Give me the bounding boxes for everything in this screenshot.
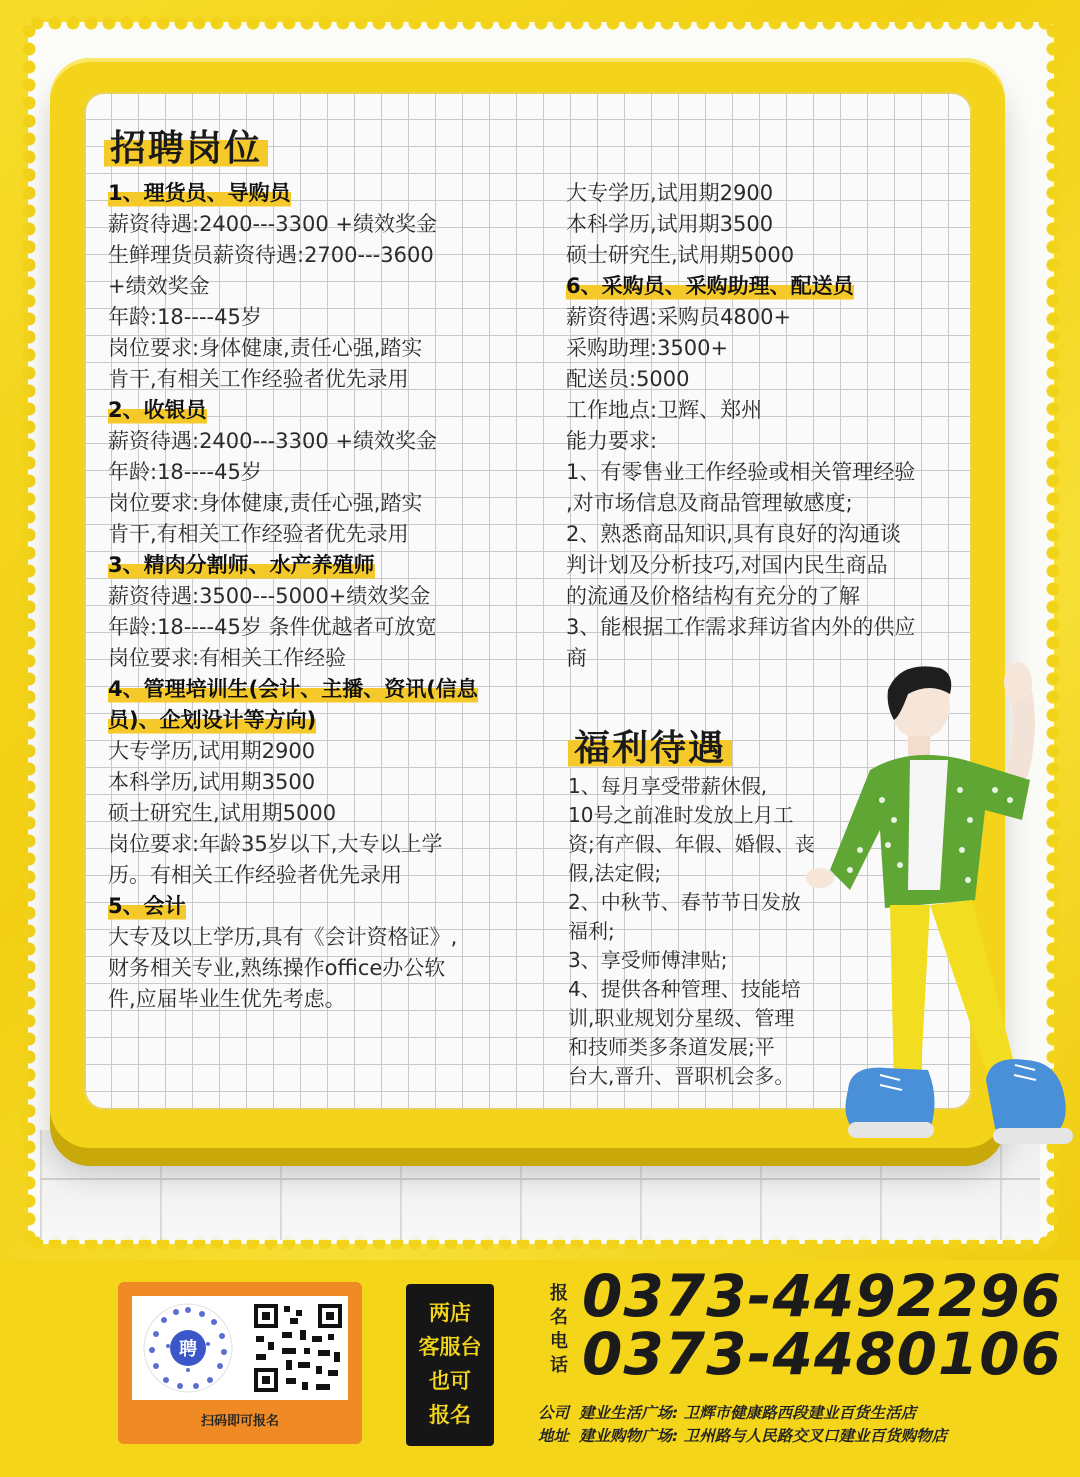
line-text: 判计划及分析技巧,对国内民生商品 [566,553,888,577]
line-text: 1、有零售业工作经验或相关管理经验 [566,460,916,484]
line-text: 商 [566,646,587,670]
qr-badge: 聘 [179,1339,197,1360]
benefit-line: 2、中秋节、春节节日发放 [568,890,801,914]
stamp-edge [22,22,36,1244]
left-col-heading [108,550,508,581]
right-col-line [566,426,956,457]
left-col-line [108,643,508,674]
line-text: 年龄:18----45岁 条件优越者可放宽 [108,615,437,639]
benefit-line: 假,法定假; [568,861,662,885]
address-label: 公司 [538,1404,570,1422]
address-text: 建业生活广场: 卫辉市健康路西段建业百货生活店 [579,1404,917,1422]
left-col-line [108,426,508,457]
line-text: 年龄:18----45岁 [108,460,262,484]
address-text: 建业购物广场: 卫州路与人民路交叉口建业百货购物店 [579,1427,948,1445]
counter-text-line: 也可 [429,1369,471,1393]
left-col-line [108,271,508,302]
right-col-line [566,395,956,426]
phone-label-char: 名 [550,1307,568,1328]
right-column [566,178,956,674]
line-text: +绩效奖金 [108,274,210,298]
phone-number-1[interactable]: 0373-4492296 [582,1262,1062,1330]
right-col-line [566,364,956,395]
benefits-list [568,772,828,1091]
benefit-line: 台大,晋升、晋职机会多。 [568,1064,795,1088]
line-text: 本科学历,试用期3500 [566,212,774,236]
qr-caption: 扫码即可报名 [200,1414,279,1429]
benefit-line: 资;有产假、年假、婚假、丧 [568,832,815,856]
line-text: 肯干,有相关工作经验者优先录用 [108,367,409,391]
left-col-line [108,302,508,333]
left-col-heading [108,178,508,209]
line-text: 薪资待遇:采购员4800+ [566,305,792,329]
right-col-heading [566,271,956,302]
line-text: 能力要求: [566,429,658,453]
counter-text-line: 报名 [429,1403,471,1427]
line-text: 岗位要求:有相关工作经验 [108,646,347,670]
right-col-line [566,550,956,581]
left-col-line [108,767,508,798]
line-text: 薪资待遇:2400---3300 +绩效奖金 [108,212,437,236]
left-col-heading [108,891,508,922]
line-text: 年龄:18----45岁 [108,305,262,329]
benefit-line: 训,职业规划分星级、管理 [568,1006,795,1030]
address-line-1 [538,1401,916,1423]
left-column [108,178,508,1015]
phone-label-char: 报 [550,1283,568,1304]
line-text: 工作地点:卫辉、郑州 [566,398,763,422]
right-col-line [566,519,956,550]
qr-codes[interactable] [132,1296,348,1400]
line-text: 2、熟悉商品知识,具有良好的沟通谈 [566,522,902,546]
benefit-line: 福利; [568,919,615,943]
job-heading-text: 2、收银员 [108,395,207,426]
phone-label-char: 电 [550,1331,568,1352]
left-col-heading [108,705,508,736]
left-col-line [108,798,508,829]
line-text: 薪资待遇:2400---3300 +绩效奖金 [108,429,437,453]
left-col-line [108,364,508,395]
line-text: 配送员:5000 [566,367,690,391]
recruit-title: 招聘岗位 [104,118,268,173]
address-label: 地址 [538,1427,570,1445]
benefits-title: 福利待遇 [568,718,732,773]
character-illustration [790,660,1080,1220]
phone-label-char: 话 [550,1355,568,1376]
left-col-line [108,860,508,891]
line-text: 大专学历,试用期2900 [108,739,316,763]
left-col-line [108,333,508,364]
benefit-line: 3、享受师傅津贴; [568,948,728,972]
counter-notice [406,1284,494,1446]
line-text: 件,应届毕业生优先考虑。 [108,987,346,1011]
line-text: 岗位要求:身体健康,责任心强,踏实 [108,491,423,515]
right-col-line [566,488,956,519]
benefit-line: 和技师类多条道发展;平 [568,1035,775,1059]
line-text: ,对市场信息及商品管理敏感度; [566,491,853,515]
job-heading-text: 6、采购员、采购助理、配送员 [566,271,854,302]
right-col-line [566,240,956,271]
left-col-line [108,488,508,519]
left-col-line [108,829,508,860]
address-line-2 [538,1424,947,1446]
benefit-line: 10号之前准时发放上月工 [568,803,794,827]
line-text: 薪资待遇:3500---5000+绩效奖金 [108,584,431,608]
right-col-line [566,178,956,209]
left-col-line [108,519,508,550]
right-col-line [566,302,956,333]
job-heading-text: 1、理货员、导购员 [108,178,291,209]
right-col-line [566,209,956,240]
line-text: 采购助理:3500+ [566,336,729,360]
right-col-line [566,457,956,488]
phone-label [546,1282,572,1378]
line-text: 硕士研究生,试用期5000 [108,801,337,825]
counter-text-line: 两店 [429,1301,471,1325]
line-text: 大专及以上学历,具有《会计资格证》, [108,925,458,949]
line-text: 3、能根据工作需求拜访省内外的供应 [566,615,916,639]
line-text: 岗位要求:年龄35岁以下,大专以上学 [108,832,443,856]
benefit-line: 1、每月享受带薪休假, [568,774,768,798]
right-col-line [566,333,956,364]
stamp-edge [28,16,1054,30]
left-col-line [108,209,508,240]
counter-text-line: 客服台 [418,1335,482,1359]
left-col-heading [108,395,508,426]
left-col-line [108,984,508,1015]
line-text: 财务相关专业,熟练操作office办公软 [108,956,446,980]
left-col-heading [108,674,508,705]
line-text: 岗位要求:身体健康,责任心强,踏实 [108,336,423,360]
benefit-line: 4、提供各种管理、技能培 [568,977,801,1001]
line-text: 本科学历,试用期3500 [108,770,316,794]
right-col-line [566,581,956,612]
job-heading-text: 5、会计 [108,891,186,922]
right-col-line [566,612,956,643]
line-text: 大专学历,试用期2900 [566,181,774,205]
line-text: 生鲜理货员薪资待遇:2700---3600 [108,243,434,267]
line-text: 硕士研究生,试用期5000 [566,243,795,267]
left-col-line [108,457,508,488]
left-col-line [108,581,508,612]
line-text: 肯干,有相关工作经验者优先录用 [108,522,409,546]
line-text: 的流通及价格结构有充分的了解 [566,584,860,608]
job-heading-text: 3、精肉分割师、水产养殖师 [108,550,375,581]
left-col-line [108,240,508,271]
left-col-line [108,953,508,984]
job-heading-text: 4、管理培训生(会计、主播、资讯(信息 [108,674,478,705]
left-col-line [108,922,508,953]
left-col-line [108,612,508,643]
line-text: 历。有相关工作经验者优先录用 [108,863,402,887]
left-col-line [108,736,508,767]
job-heading-text: 员)、企划设计等方向) [108,705,316,736]
phone-number-2[interactable]: 0373-4480106 [582,1320,1062,1388]
